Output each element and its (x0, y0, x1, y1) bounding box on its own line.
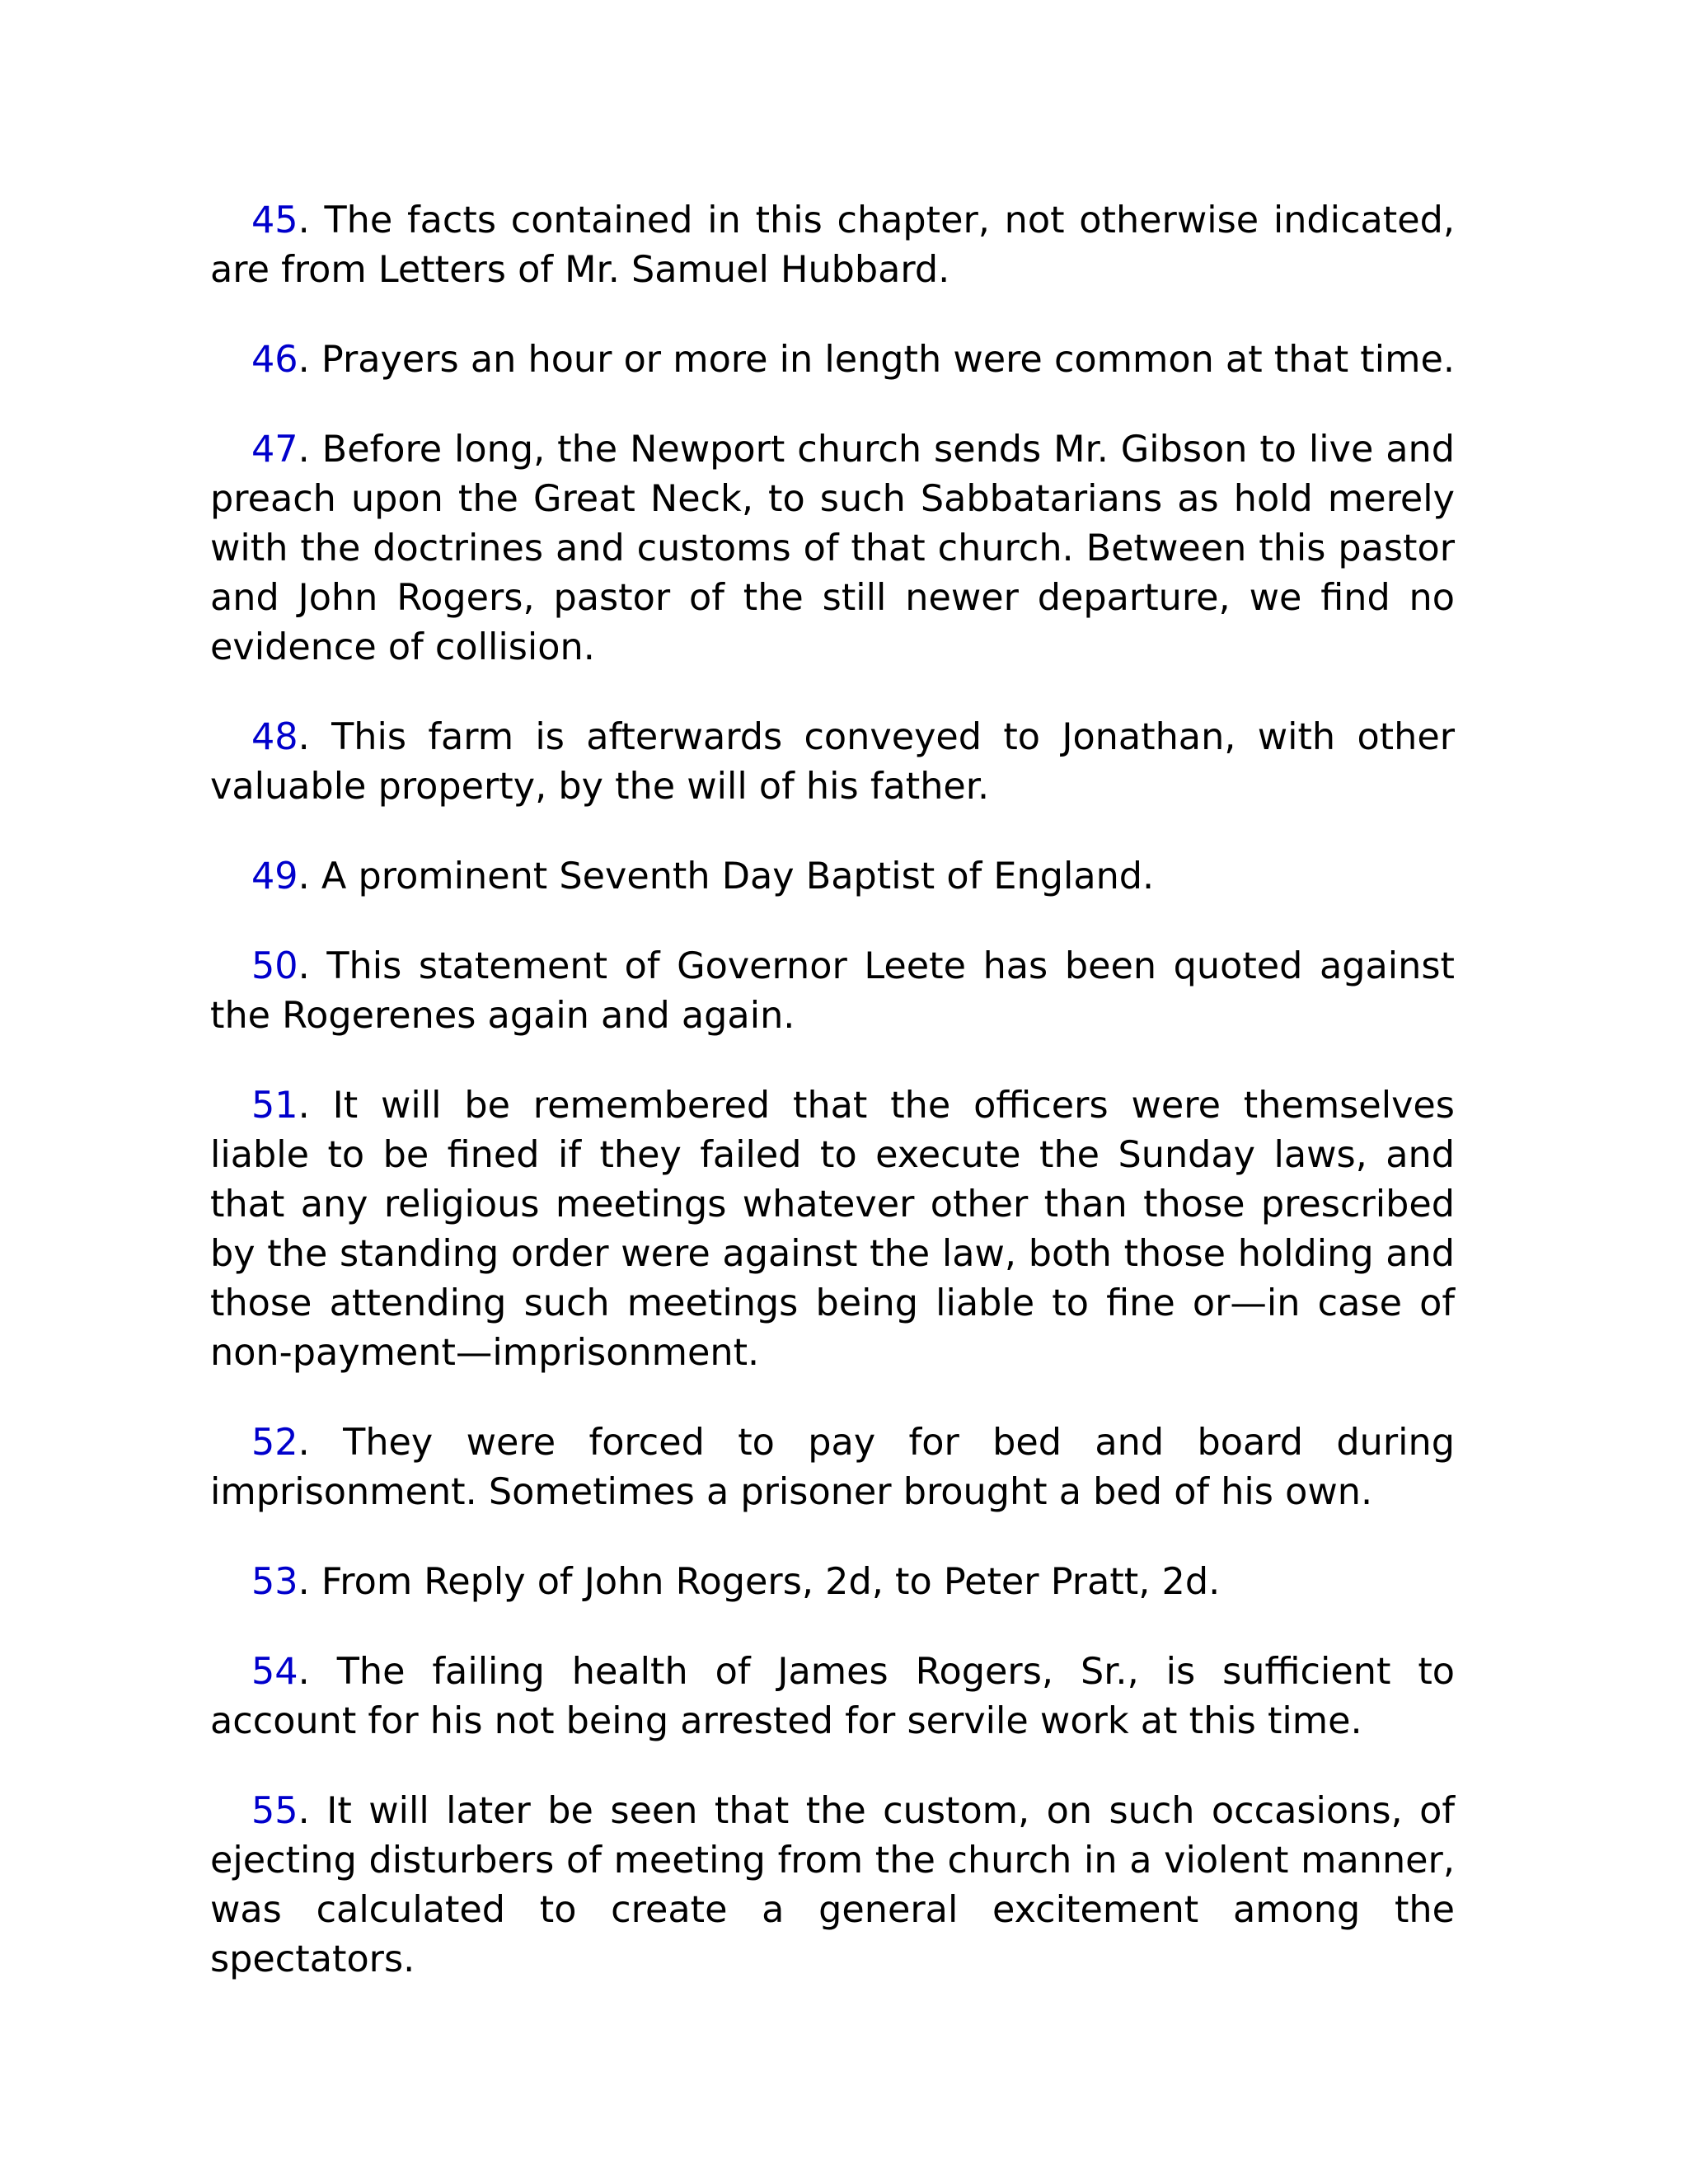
footnote-text-47: . Before long, the Newport church sends Mr. Gibson to live and preach upon the Great Neck, to such Sabbatarians as hold merely with the doctrines and customs of that church. Between this pastor and John Rogers, pastor of the still newer departure, we find no evidence of collision. (210, 429, 1455, 668)
footnote-text-50: . This statement of Governor Leete has been quoted against the Rogerenes again and again. (210, 945, 1455, 1037)
footnotes-page (210, 196, 1455, 2025)
footnote-text-53: . From Reply of John Rogers, 2d, to Peter Pratt, 2d. (298, 1561, 1221, 1603)
footnote-text-46: . Prayers an hour or more in length were common at that time. (298, 339, 1455, 381)
footnote-53 (210, 1558, 1455, 1607)
footnote-link-48[interactable]: 48 (251, 716, 298, 758)
footnote-text-51: . It will be remembered that the officers were themselves liable to be fined if they failed to execute the Sunday laws, and that any religious meetings whatever other than those prescribed by the standing order were against the law, both those holding and those attending such meetings being liable to fine or—in case of non-payment—imprisonment. (210, 1085, 1455, 1374)
footnote-52 (210, 1418, 1455, 1517)
footnote-46 (210, 335, 1455, 385)
footnote-link-53[interactable]: 53 (251, 1561, 298, 1603)
footnote-text-54: . The failing health of James Rogers, Sr., is sufficient to account for his not being arrested for servile work at this time. (210, 1651, 1455, 1742)
footnote-link-47[interactable]: 47 (251, 429, 298, 471)
footnote-text-48: . This farm is afterwards conveyed to Jonathan, with other valuable property, by the will of his father. (210, 716, 1455, 808)
footnote-link-46[interactable]: 46 (251, 339, 298, 381)
footnote-link-54[interactable]: 54 (251, 1651, 298, 1693)
footnote-link-45[interactable]: 45 (251, 199, 298, 241)
footnote-link-51[interactable]: 51 (251, 1085, 298, 1127)
footnote-55 (210, 1787, 1455, 1985)
footnote-50 (210, 942, 1455, 1041)
footnote-link-55[interactable]: 55 (251, 1790, 298, 1832)
footnote-link-52[interactable]: 52 (251, 1422, 298, 1464)
footnote-45 (210, 196, 1455, 295)
footnote-link-49[interactable]: 49 (251, 855, 298, 898)
footnote-48 (210, 713, 1455, 812)
footnote-47 (210, 425, 1455, 673)
footnote-text-45: . The facts contained in this chapter, not otherwise indicated, are from Letters of Mr. Samuel Hubbard. (210, 199, 1455, 291)
footnote-text-52: . They were forced to pay for bed and board during imprisonment. Sometimes a prisoner brought a bed of his own. (210, 1422, 1455, 1513)
footnote-54 (210, 1647, 1455, 1746)
footnote-49 (210, 852, 1455, 902)
footnote-text-49: . A prominent Seventh Day Baptist of England. (298, 855, 1155, 898)
footnote-link-50[interactable]: 50 (251, 945, 298, 987)
footnote-text-55: . It will later be seen that the custom, on such occasions, of ejecting disturbers of meeting from the church in a violent manner, was calculated to create a general excitement among the spectators. (210, 1790, 1455, 1980)
footnote-51 (210, 1081, 1455, 1378)
